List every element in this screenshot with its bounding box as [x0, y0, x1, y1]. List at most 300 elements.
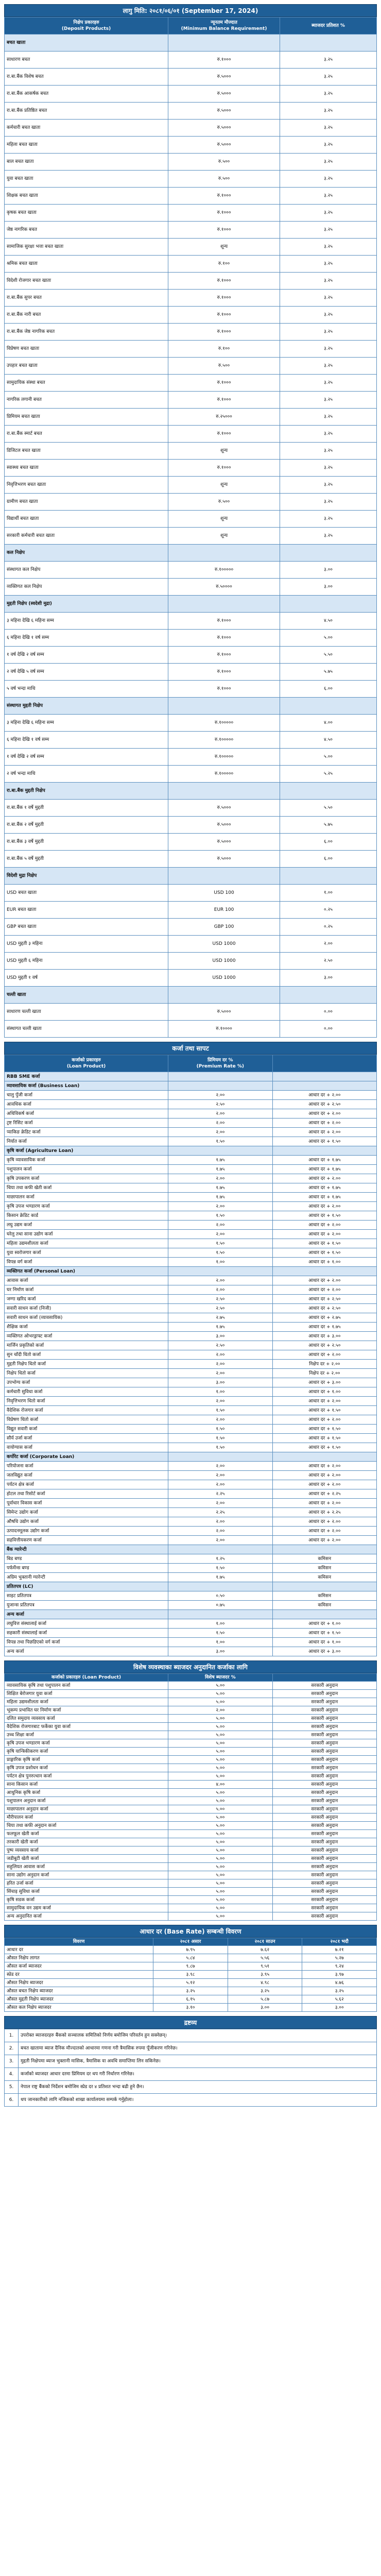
deposit-row	[5, 630, 377, 647]
loan-cell: आधार दर + १.००	[272, 1258, 376, 1267]
deposit-cell: साधारण बचत	[5, 52, 168, 69]
deposit-cell: रु.५०००	[168, 817, 280, 834]
deposit-row	[5, 545, 377, 562]
loan-header-row	[5, 1055, 377, 1072]
deposit-row	[5, 188, 377, 205]
loan-cell: २.००	[168, 1415, 272, 1425]
special-banner: विशेष व्यवस्थाका ब्याजदर अनुदानित कर्जाका लागि	[4, 1660, 377, 1673]
deposit-cell: रु.१०००	[168, 460, 280, 477]
base-cell: ४.७६	[302, 1979, 377, 1987]
deposit-row	[5, 851, 377, 868]
deposit-row	[5, 256, 377, 273]
special-cell: सरकारी अनुदान	[272, 1731, 376, 1739]
loan-row	[5, 1573, 377, 1582]
loan-cell	[168, 1545, 272, 1554]
loan-cell: आधार दर + २.००	[272, 1499, 376, 1508]
deposit-row	[5, 307, 377, 324]
deposit-cell: श्रमिक बचत खाता	[5, 256, 168, 273]
special-cell: दलित समुदाय व्यवसाय कर्जा	[5, 1715, 168, 1723]
special-col-product: कर्जाको प्रकारहरु (Loan Product)	[5, 1674, 168, 1682]
loan-cell: विप्रेषण धितो कर्जा	[5, 1415, 168, 1425]
deposit-cell: साधारण चल्ती खाता	[5, 1004, 168, 1021]
deposit-cell: ५.५०	[280, 647, 377, 664]
deposit-row	[5, 919, 377, 936]
loan-row	[5, 1146, 377, 1156]
special-row	[5, 1715, 377, 1723]
loan-cell: २.२५	[168, 1489, 272, 1499]
base-cell: ७.६२	[228, 1946, 302, 1954]
deposit-cell: रु.५०००	[168, 103, 280, 120]
loan-row	[5, 1508, 377, 1517]
loan-row	[5, 1276, 377, 1285]
loan-cell: अग्रिम भुक्तानी ग्यारेन्टी	[5, 1573, 168, 1582]
loan-row	[5, 1248, 377, 1258]
loan-cell: सुन चाँदी धितो कर्जा	[5, 1350, 168, 1360]
deposit-cell: ५.५०	[280, 800, 377, 817]
loan-cell: युजान्स प्रतितपत्र	[5, 1601, 168, 1610]
deposit-cell: मुद्दती निक्षेप (स्वदेशी मुद्रा)	[5, 596, 168, 613]
loan-row	[5, 1183, 377, 1193]
deposit-cell: बाल बचत खाता	[5, 154, 168, 171]
deposit-cell: ३.२५	[280, 120, 377, 137]
deposit-cell: ०.२५	[280, 919, 377, 936]
deposit-cell: रा.बा.बैंक जेष्ठ नागरिक बचत	[5, 324, 168, 341]
loan-cell: १.७५	[168, 1183, 272, 1193]
deposit-row	[5, 698, 377, 715]
base-cell: ७.२१	[302, 1946, 377, 1954]
loan-row	[5, 1156, 377, 1165]
deposit-cell: उपहार बचत खाता	[5, 358, 168, 375]
deposit-cell: रा.बा.बैंक मुद्दती निक्षेप	[5, 783, 168, 800]
deposit-cell: रु.१०००	[168, 52, 280, 69]
base-cell: ९.८७	[153, 1962, 228, 1971]
special-cell: सरकारी अनुदान	[272, 1781, 376, 1789]
special-cell: हरित उर्जा कर्जा	[5, 1879, 168, 1888]
loan-row	[5, 1258, 377, 1267]
loan-cell: ०.७५	[168, 1601, 272, 1610]
deposit-cell: रु.५००	[168, 171, 280, 188]
special-cell: सरकारी अनुदान	[272, 1756, 376, 1764]
special-cell: सरकारी अनुदान	[272, 1797, 376, 1805]
deposit-cell	[280, 35, 377, 52]
deposit-cell: रा.बा.बैंक २ वर्षे मुद्दती	[5, 817, 168, 834]
deposit-cell: ५.७५	[280, 817, 377, 834]
base-table	[4, 1938, 377, 2012]
deposit-row	[5, 766, 377, 783]
special-cell: सरकारी अनुदान	[272, 1830, 376, 1838]
loan-cell: १.००	[168, 1387, 272, 1397]
deposit-cell: रु.५०००	[168, 137, 280, 154]
base-cell: ५.५६	[228, 1954, 302, 1962]
loan-cell: २.००	[168, 1174, 272, 1183]
deposit-cell: USD मुद्दती ३ महिना	[5, 936, 168, 953]
loan-cell: ट्रष्ट रिसिट कर्जा	[5, 1118, 168, 1128]
rate-sheet	[4, 4, 377, 2107]
note-number: 4.	[5, 2068, 19, 2081]
notes-table	[4, 2029, 377, 2107]
loan-cell: आधार दर + २.००	[272, 1415, 376, 1425]
loan-cell: कमिसन	[272, 1554, 376, 1564]
special-cell: वैदेशिक रोजगारबाट फर्केका युवा कर्जा	[5, 1723, 168, 1731]
loan-cell: कमिसन	[272, 1591, 376, 1601]
deposit-table	[4, 17, 377, 1038]
loan-cell: आधार दर + १.००	[272, 1387, 376, 1397]
base-cell: ७.९५	[153, 1946, 228, 1954]
deposit-cell: रु.१०००	[168, 324, 280, 341]
deposit-cell: रु.१०००	[168, 188, 280, 205]
loan-cell: १.७५	[168, 1156, 272, 1165]
special-row	[5, 1781, 377, 1789]
loan-cell: १.५०	[168, 1211, 272, 1221]
deposit-cell: ३.२५	[280, 307, 377, 324]
note-row	[5, 2081, 377, 2094]
special-row	[5, 1846, 377, 1855]
special-cell: ५.००	[168, 1682, 272, 1690]
deposit-cell: ३.२५	[280, 52, 377, 69]
deposit-cell	[168, 987, 280, 1004]
deposit-cell: ३.२५	[280, 103, 377, 120]
deposit-row	[5, 647, 377, 664]
note-number: 5.	[5, 2081, 19, 2094]
deposit-cell	[280, 987, 377, 1004]
note-row	[5, 2055, 377, 2068]
loan-row	[5, 1638, 377, 1647]
special-cell: ५.००	[168, 1797, 272, 1805]
loan-cell: पूर्वाधार विकास कर्जा	[5, 1499, 168, 1508]
note-row	[5, 2094, 377, 2107]
deposit-row	[5, 103, 377, 120]
special-cell: ५.००	[168, 1912, 272, 1921]
deposit-row	[5, 341, 377, 358]
special-row	[5, 1756, 377, 1764]
special-cell: फलफूल खेती कर्जा	[5, 1830, 168, 1838]
loan-cell: पर्फर्मेन्स बण्ड	[5, 1564, 168, 1573]
deposit-cell: शिक्षक बचत खाता	[5, 188, 168, 205]
deposit-cell: EUR 100	[168, 902, 280, 919]
special-row	[5, 1838, 377, 1846]
loan-cell: आधार दर + २.००	[272, 1202, 376, 1211]
special-row	[5, 1772, 377, 1781]
loan-cell: आधार दर + ३.००	[272, 1647, 376, 1656]
deposit-cell: रा.बा.बैंक ३ वर्षे मुद्दती	[5, 834, 168, 851]
loan-row	[5, 1452, 377, 1462]
special-cell: ५.००	[168, 1830, 272, 1838]
deposit-cell: रु.१०००	[168, 222, 280, 239]
loan-cell: चिया तथा कफी खेती कर्जा	[5, 1183, 168, 1193]
deposit-cell: रु.५०००	[168, 1004, 280, 1021]
loan-row	[5, 1545, 377, 1554]
deposit-cell: रु.१०००	[168, 307, 280, 324]
deposit-cell: ३.२५	[280, 137, 377, 154]
deposit-row	[5, 358, 377, 375]
loan-cell: आधार दर + १.५०	[272, 1248, 376, 1258]
loan-cell: आधार दर + २.५०	[272, 1341, 376, 1350]
deposit-cell: जेष्ठ नागरिक बचत	[5, 222, 168, 239]
loan-row	[5, 1221, 377, 1230]
deposit-cell: व्यक्तिगत कल निक्षेप	[5, 579, 168, 596]
deposit-row	[5, 86, 377, 103]
base-cell: ९.२४	[302, 1962, 377, 1971]
deposit-cell: शून्य	[168, 239, 280, 256]
loan-cell: २.५०	[168, 1341, 272, 1350]
loan-cell	[168, 1072, 272, 1081]
special-cell: ५.००	[168, 1904, 272, 1912]
loan-cell: २.००	[168, 1285, 272, 1295]
deposit-cell: १ वर्ष देखि २ वर्ष सम्म	[5, 749, 168, 766]
special-cell: ५.००	[168, 1846, 272, 1855]
loan-cell: माछापालन कर्जा	[5, 1193, 168, 1202]
deposit-row	[5, 137, 377, 154]
deposit-row	[5, 460, 377, 477]
loan-cell: १.७५	[168, 1573, 272, 1582]
deposit-cell: रु.१०००	[168, 392, 280, 409]
deposit-cell: ६.००	[280, 681, 377, 698]
deposit-row	[5, 120, 377, 137]
loan-row	[5, 1267, 377, 1276]
special-row	[5, 1879, 377, 1888]
special-cell: सरकारी अनुदान	[272, 1904, 376, 1912]
base-cell: ५.८७	[228, 1995, 302, 2004]
loan-cell: निक्षेप दर + २.००	[272, 1360, 376, 1369]
loan-row	[5, 1202, 377, 1211]
deposit-cell: सामाजिक सुरक्षा भत्ता बचत खाता	[5, 239, 168, 256]
deposit-cell: USD 1000	[168, 970, 280, 987]
deposit-cell: २.००	[280, 936, 377, 953]
deposit-row	[5, 222, 377, 239]
special-cell: ५.००	[168, 1814, 272, 1822]
special-cell: ५.००	[168, 1723, 272, 1731]
deposit-row	[5, 1021, 377, 1038]
deposit-row	[5, 477, 377, 494]
effective-date-banner: लागु मिति: २०८१/०६/०१ (September 17, 2024)	[4, 4, 377, 17]
special-cell: तरकारी खेती कर्जा	[5, 1838, 168, 1846]
loan-cell: सिमेन्ट उद्योग कर्जा	[5, 1508, 168, 1517]
deposit-row	[5, 511, 377, 528]
deposit-cell: रु.५०००	[168, 834, 280, 851]
special-cell: सरकारी अनुदान	[272, 1748, 376, 1756]
loan-col-premium: प्रिमियम दर % (Premium Rate %)	[168, 1055, 272, 1072]
loan-cell: आधार दर + १.५०	[272, 1434, 376, 1443]
loan-row	[5, 1629, 377, 1638]
loan-cell: उपभोग्य कर्जा	[5, 1378, 168, 1387]
base-cell: औसत बचत निक्षेप ब्याजदर	[5, 1987, 153, 1995]
deposit-cell: ३.२५	[280, 86, 377, 103]
base-cell: ५.६२	[302, 1995, 377, 2004]
special-cell: सामुदायिक वन उद्यम कर्जा	[5, 1904, 168, 1912]
base-row	[5, 1987, 377, 1995]
special-cell: ५.००	[168, 1871, 272, 1879]
base-row	[5, 1962, 377, 1971]
loan-row	[5, 1601, 377, 1610]
deposit-row	[5, 69, 377, 86]
deposit-cell: शून्य	[168, 477, 280, 494]
loan-row	[5, 1415, 377, 1425]
deposit-cell: ३.२५	[280, 239, 377, 256]
deposit-cell: रु.५००	[168, 494, 280, 511]
deposit-cell: ३ महिना देखि ६ महिना सम्म	[5, 715, 168, 732]
loan-cell: आधार दर + २.००	[272, 1230, 376, 1239]
deposit-cell: ३.२५	[280, 290, 377, 307]
base-banner: आधार दर (Base Rate) सम्बन्धी विवरण	[4, 1925, 377, 1938]
loan-row	[5, 1369, 377, 1378]
deposit-cell	[168, 868, 280, 885]
deposit-cell: नागरिक लगानी बचत	[5, 392, 168, 409]
special-cell: सरकारी अनुदान	[272, 1805, 376, 1814]
loan-cell: २.००	[168, 1397, 272, 1406]
loan-cell	[272, 1072, 376, 1081]
deposit-row	[5, 834, 377, 851]
deposit-cell: ३.२५	[280, 426, 377, 443]
special-cell: कृषि उपज भण्डारण कर्जा	[5, 1739, 168, 1748]
deposit-cell: महिला बचत खाता	[5, 137, 168, 154]
loan-cell	[168, 1146, 272, 1156]
loan-cell: आधार दर + २.००	[272, 1128, 376, 1137]
deposit-cell: रु.१०००	[168, 273, 280, 290]
loan-cell: आधार दर + २.५०	[272, 1100, 376, 1109]
note-text: उपरोक्त ब्याजदरहरु बैंकको सञ्चालक समितिको निर्णय बमोजिम परिवर्तन हुन सक्नेछन्।	[19, 2029, 377, 2042]
deposit-cell	[280, 596, 377, 613]
base-row	[5, 1995, 377, 2004]
base-cell: आधार दर	[5, 1946, 153, 1954]
deposit-row	[5, 52, 377, 69]
loan-cell: शैक्षिक कर्जा	[5, 1323, 168, 1332]
deposit-cell: रु.१०००	[168, 630, 280, 647]
loan-row	[5, 1462, 377, 1471]
loan-cell: साइट प्रतितपत्र	[5, 1591, 168, 1601]
deposit-cell: ३.२५	[280, 222, 377, 239]
deposit-row	[5, 426, 377, 443]
special-cell: सरकारी अनुदान	[272, 1888, 376, 1896]
special-cell: सरकारी अनुदान	[272, 1789, 376, 1797]
deposit-cell: रु.१०००००	[168, 562, 280, 579]
special-cell: सरकारी अनुदान	[272, 1772, 376, 1781]
loan-cell: २.००	[168, 1499, 272, 1508]
deposit-cell	[280, 868, 377, 885]
deposit-cell	[280, 545, 377, 562]
special-cell: सहुलियत आवास कर्जा	[5, 1863, 168, 1871]
special-cell: सिंचाइ सुविधा कर्जा	[5, 1888, 168, 1896]
loan-row	[5, 1647, 377, 1656]
deposit-cell: १.००	[280, 885, 377, 902]
base-cell: ३.१०	[153, 2004, 228, 2012]
deposit-row	[5, 664, 377, 681]
special-cell: सरकारी अनुदान	[272, 1739, 376, 1748]
loan-row	[5, 1165, 377, 1174]
special-header-row	[5, 1674, 377, 1682]
deposit-cell: शून्य	[168, 511, 280, 528]
loan-cell: २.००	[168, 1480, 272, 1489]
base-cell: ५.२७	[302, 1954, 377, 1962]
deposit-cell: ३.००	[280, 562, 377, 579]
deposit-cell: ५ वर्ष भन्दा माथि	[5, 681, 168, 698]
loan-cell: निक्षेप दर + २.००	[272, 1369, 376, 1378]
loan-cell: मार्जिन प्रकृतिको कर्जा	[5, 1341, 168, 1350]
loan-cell: RBB SME कर्जा	[5, 1072, 168, 1081]
deposit-cell: ३.२५	[280, 358, 377, 375]
base-cell: ३.००	[228, 2004, 302, 2012]
loan-row	[5, 1387, 377, 1397]
loan-row	[5, 1406, 377, 1415]
deposit-col-product: निक्षेप प्रकारहरु (Deposit Products)	[5, 18, 168, 35]
deposit-cell: ३.२५	[280, 409, 377, 426]
loan-row	[5, 1313, 377, 1323]
deposit-cell: ३.२५	[280, 171, 377, 188]
loan-cell: उत्पादनमूलक उद्योग कर्जा	[5, 1527, 168, 1536]
loan-row	[5, 1564, 377, 1573]
loan-row	[5, 1137, 377, 1146]
loan-cell: २.००	[168, 1527, 272, 1536]
deposit-row	[5, 817, 377, 834]
deposit-cell: ३.२५	[280, 324, 377, 341]
deposit-cell: युवा बचत खाता	[5, 171, 168, 188]
special-row	[5, 1748, 377, 1756]
deposit-row	[5, 732, 377, 749]
loan-row	[5, 1350, 377, 1360]
deposit-row	[5, 154, 377, 171]
deposit-cell: रु.५०००	[168, 120, 280, 137]
deposit-cell: विद्यार्थी बचत खाता	[5, 511, 168, 528]
special-cell: ५.००	[168, 1698, 272, 1706]
loan-cell	[168, 1452, 272, 1462]
deposit-cell: १ वर्ष देखि २ वर्ष सम्म	[5, 647, 168, 664]
base-cell: ६.१५	[153, 1995, 228, 2004]
loan-cell: आधार दर + २.००	[272, 1462, 376, 1471]
loan-cell: आधार दर + २.००	[272, 1174, 376, 1183]
deposit-cell: सामुदायिक संस्था बचत	[5, 375, 168, 392]
loan-cell: सहवित्तीयकरण कर्जा	[5, 1536, 168, 1545]
deposit-cell: ३.२५	[280, 273, 377, 290]
deposit-cell: रु.१००	[168, 256, 280, 273]
loan-row	[5, 1332, 377, 1341]
special-cell: महिला उद्यमशीलता कर्जा	[5, 1698, 168, 1706]
loan-cell: घरेलु तथा साना उद्योग कर्जा	[5, 1230, 168, 1239]
deposit-cell	[168, 698, 280, 715]
loan-cell: आधार दर + १.७५	[272, 1323, 376, 1332]
special-cell: सरकारी अनुदान	[272, 1846, 376, 1855]
deposit-cell: रु.१०००	[168, 613, 280, 630]
loan-cell: विपन्न वर्ग कर्जा	[5, 1258, 168, 1267]
deposit-cell: ३.२५	[280, 392, 377, 409]
loan-cell: आधार दर + १.५०	[272, 1211, 376, 1221]
deposit-cell: रु.१००००	[168, 1021, 280, 1038]
loan-cell: १.७५	[168, 1165, 272, 1174]
note-number: 6.	[5, 2094, 19, 2107]
special-cell: सरकारी अनुदान	[272, 1690, 376, 1698]
loan-row	[5, 1100, 377, 1109]
deposit-cell: रु.१०००००	[168, 715, 280, 732]
loan-cell: व्यावसायिक कर्जा (Business Loan)	[5, 1081, 168, 1091]
base-cell: ३.२५	[228, 1987, 302, 1995]
loan-cell: आधार दर + २.००	[272, 1471, 376, 1480]
deposit-cell: कृषक बचत खाता	[5, 205, 168, 222]
loan-cell: आधार दर + २.००	[272, 1118, 376, 1128]
loan-row	[5, 1118, 377, 1128]
special-cell: साना किसान कर्जा	[5, 1781, 168, 1789]
deposit-cell: ३.२५	[280, 188, 377, 205]
loan-table	[4, 1055, 377, 1656]
loan-cell: २.००	[168, 1202, 272, 1211]
loan-cell: आधार दर + १.७५	[272, 1183, 376, 1193]
deposit-cell: ६.००	[280, 834, 377, 851]
special-cell: जडीबुटी खेती कर्जा	[5, 1855, 168, 1863]
base-col-m2: २०८१ साउन	[228, 1938, 302, 1946]
loan-cell: वैदेशिक रोजगार कर्जा	[5, 1406, 168, 1415]
deposit-cell: ३.२५	[280, 375, 377, 392]
loan-cell	[272, 1081, 376, 1091]
loan-cell: कमिसन	[272, 1573, 376, 1582]
base-cell: औसत निक्षेप लागत	[5, 1954, 153, 1962]
loan-row	[5, 1323, 377, 1332]
